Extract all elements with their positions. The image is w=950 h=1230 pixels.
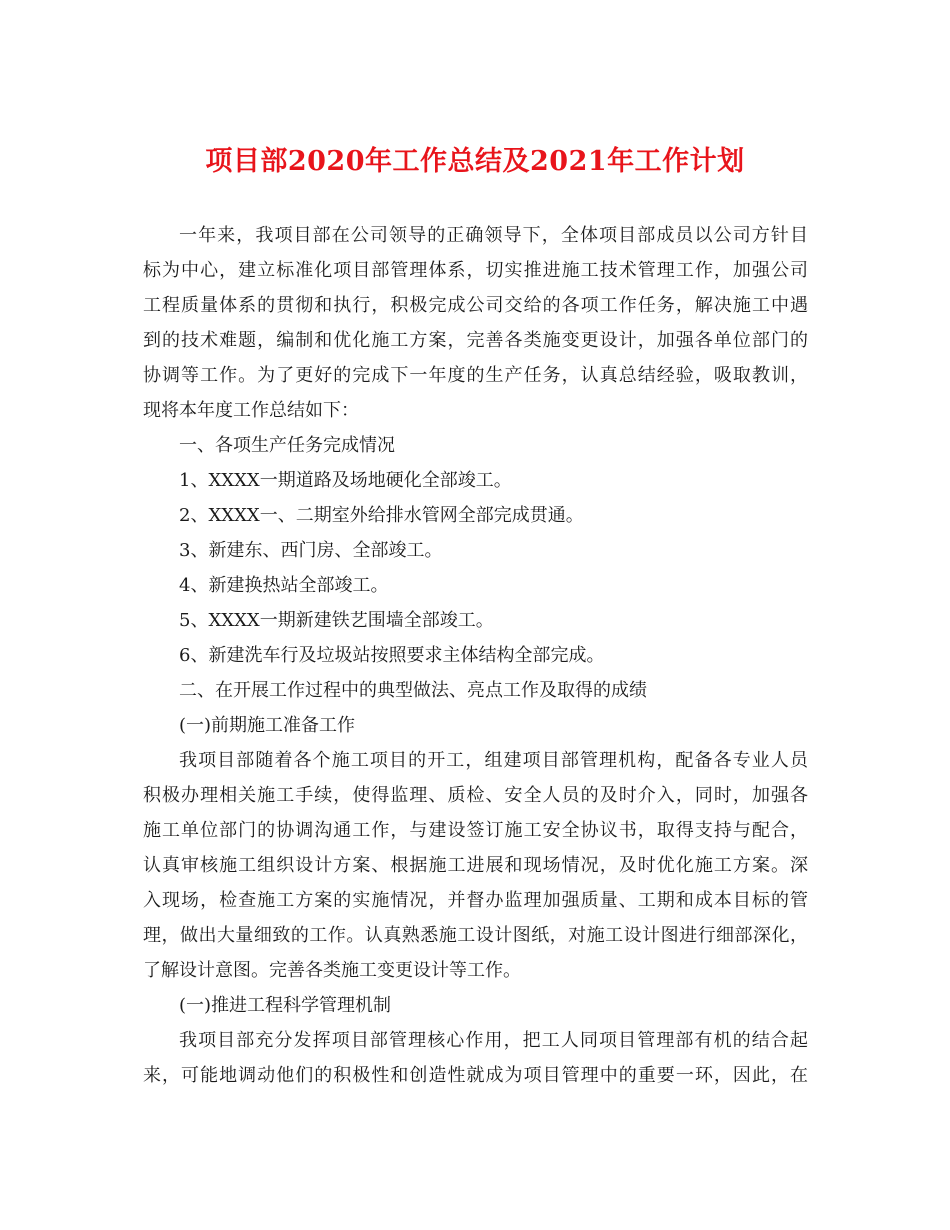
list-item: 2、XXXX一、二期室外给排水管网全部完成贯通。	[179, 505, 584, 526]
paragraph-line: 标为中心，建立标准化项目部管理体系，切实推进施工技术管理工作，加强公司	[143, 260, 808, 281]
document-title: 项目部2020年工作总结及2021年工作计划	[205, 146, 745, 177]
paragraph-line: 工程质量体系的贯彻和执行，积极完成公司交给的各项工作任务，解决施工中遇	[143, 295, 808, 316]
subsection-heading: (一)推进工程科学管理机制	[179, 995, 392, 1016]
paragraph-line: 施工单位部门的协调沟通工作，与建设签订施工安全协议书，取得支持与配合，	[143, 820, 808, 841]
section-heading: 二、在开展工作过程中的典型做法、亮点工作及取得的成绩	[179, 680, 647, 701]
section-heading: 一、各项生产任务完成情况	[179, 435, 395, 456]
paragraph-line: 入现场，检查施工方案的实施情况，并督办监理加强质量、工期和成本目标的管	[143, 890, 808, 911]
paragraph-line: 我项目部随着各个施工项目的开工，组建项目部管理机构，配备各专业人员	[179, 750, 808, 771]
list-item: 5、XXXX一期新建铁艺围墙全部竣工。	[179, 610, 494, 631]
paragraph-line: 了解设计意图。完善各类施工变更设计等工作。	[143, 960, 521, 981]
list-item: 6、新建洗车行及垃圾站按照要求主体结构全部完成。	[179, 645, 605, 666]
list-item: 1、XXXX一期道路及场地硬化全部竣工。	[179, 470, 512, 491]
paragraph-line: 我项目部充分发挥项目部管理核心作用，把工人同项目管理部有机的结合起	[179, 1030, 808, 1051]
paragraph-line: 积极办理相关施工手续，使得监理、质检、安全人员的及时介入，同时，加强各	[143, 785, 808, 806]
paragraph-line: 到的技术难题，编制和优化施工方案，完善各类施变更设计，加强各单位部门的	[143, 330, 808, 351]
document-body	[143, 218, 808, 1093]
list-item: 4、新建换热站全部竣工。	[179, 575, 389, 596]
paragraph-line: 现将本年度工作总结如下：	[143, 400, 359, 421]
subsection-heading: (一)前期施工准备工作	[179, 715, 356, 736]
list-item: 3、新建东、西门房、全部竣工。	[179, 540, 443, 561]
paragraph-line: 一年来，我项目部在公司领导的正确领导下，全体项目部成员以公司方针目	[179, 225, 808, 246]
paragraph-line: 协调等工作。为了更好的完成下一年度的生产任务，认真总结经验，吸取教训，	[143, 365, 808, 386]
paragraph-line: 来，可能地调动他们的积极性和创造性就成为项目管理中的重要一环，因此，在	[143, 1065, 808, 1086]
paragraph-line: 认真审核施工组织设计方案、根据施工进展和现场情况，及时优化施工方案。深	[143, 855, 808, 876]
paragraph-line: 理，做出大量细致的工作。认真熟悉施工设计图纸，对施工设计图进行细部深化，	[143, 925, 808, 946]
